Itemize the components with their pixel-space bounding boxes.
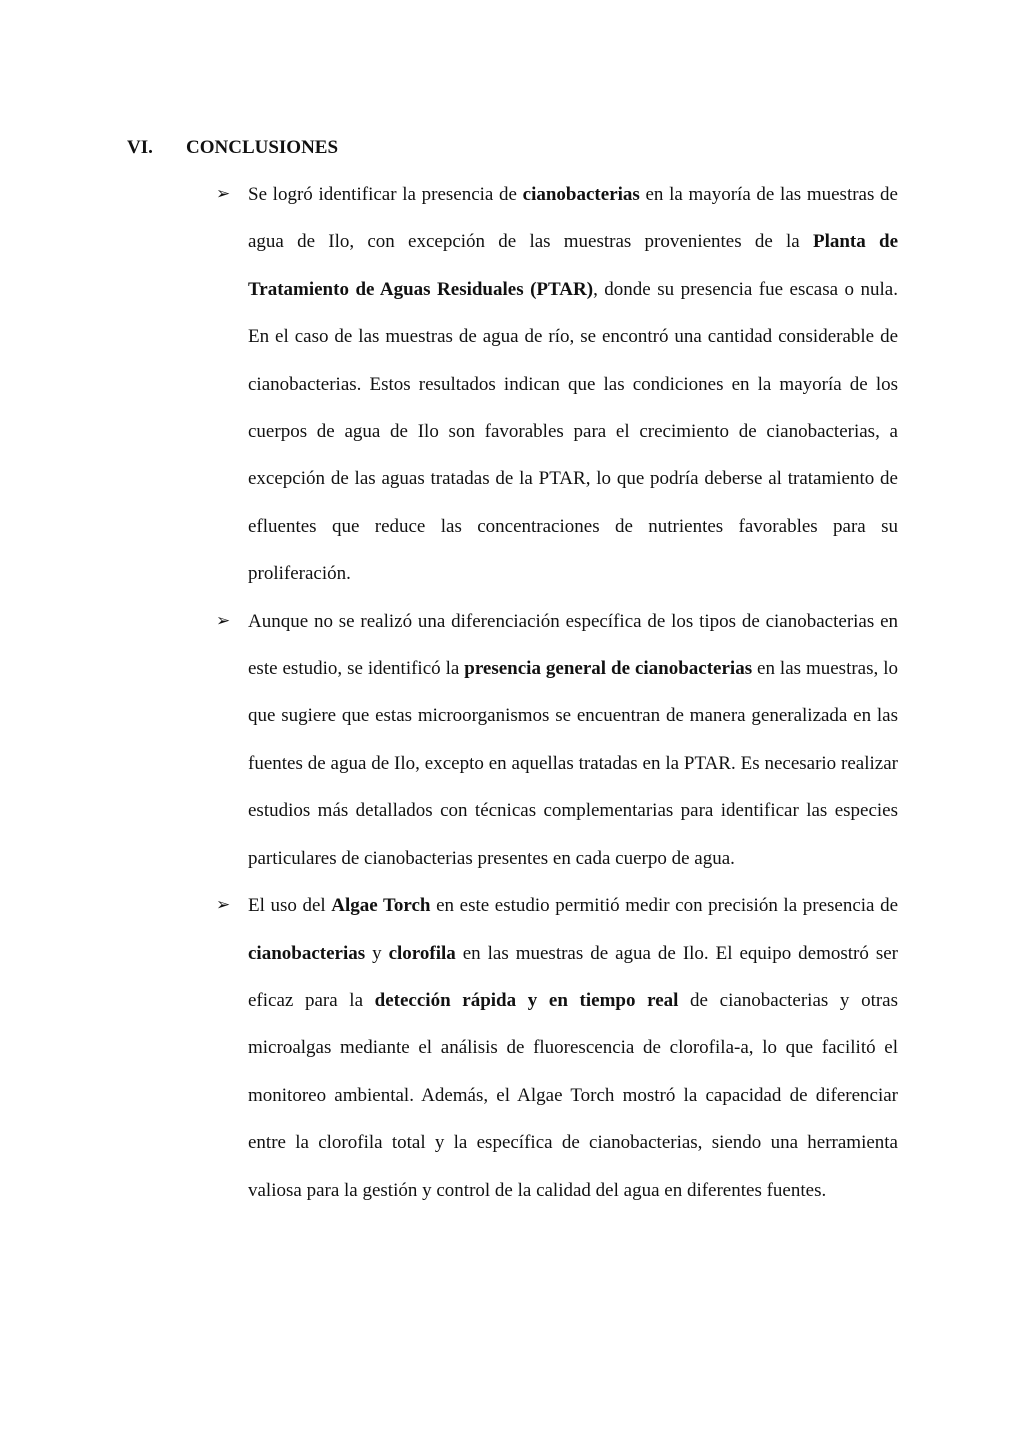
conclusion-text <box>248 171 898 598</box>
arrow-bullet-icon: ➢ <box>216 184 231 204</box>
bold-text-segment: clorofila <box>388 942 456 964</box>
text-segment: El uso del <box>248 895 332 917</box>
conclusion-text <box>248 598 898 882</box>
text-segment: en las muestras de agua de Ilo. El equipo demostró ser eficaz para la <box>248 942 899 1011</box>
text-segment: en las muestras, lo que sugiere que estas microorganismos se encuentran de manera generalizada en las fuentes de agua de Ilo, excepto en aquellas tratadas en la PTAR. Es necesario realizar estudios más detallados con técnicas complementarias para identificar las especies particulares de cianobacterias presentes en cada cuerpo de agua. <box>248 658 898 869</box>
bold-text-segment: Planta de Tratamiento de Aguas Residuales (PTAR) <box>248 231 898 300</box>
conclusions-list <box>216 171 899 1214</box>
section-number: VI. <box>127 137 153 158</box>
section-title: CONCLUSIONES <box>186 137 339 158</box>
conclusion-item <box>216 171 898 598</box>
conclusion-item <box>216 598 898 882</box>
bold-text-segment: cianobacterias <box>522 184 640 205</box>
bold-text-segment: detección rápida y en tiempo real <box>374 989 679 1011</box>
text-segment: Aunque no se realizó una diferenciación específica de los tipos de cianobacterias en este estudio, se identificó la <box>248 610 898 680</box>
text-segment: y <box>365 942 389 964</box>
text-segment: en la mayoría de las muestras de agua de Ilo, con excepción de las muestras provenientes de la <box>248 184 898 253</box>
section-heading <box>127 136 338 160</box>
text-segment: de cianobacterias y otras microalgas mediante el análisis de fluorescencia de clorofila-a, lo que facilitó el monitoreo ambiental. Además, el Algae Torch mostró la capacidad de diferenciar entre la clorofila total y la específica de cianobacterias, siendo una herramienta valiosa para la gestión y control de la calidad del agua en diferentes fuentes. <box>248 989 898 1201</box>
arrow-bullet-icon: ➢ <box>216 895 231 916</box>
text-segment: Se logró identificar la presencia de <box>248 184 523 205</box>
bold-text-segment: presencia general de cianobacterias <box>464 658 753 680</box>
bold-text-segment: Algae Torch <box>331 895 431 917</box>
text-segment: en este estudio permitió medir con precisión la presencia de <box>430 895 899 917</box>
arrow-bullet-icon: ➢ <box>216 610 231 631</box>
conclusion-item <box>216 882 899 1214</box>
text-segment: , donde su presencia fue escasa o nula. En el caso de las muestras de agua de río, se encontró una cantidad considerable de cianobacterias. Estos resultados indican que las condiciones en la mayoría de los cuerpos de agua de Ilo son favorables para el crecimiento de cianobacterias, a excepción de las aguas tratadas de la PTAR, lo que podría deberse al tratamiento de efluentes que reduce las concentraciones de nutrientes favorables para su proliferación. <box>248 278 898 585</box>
bold-text-segment: cianobacterias <box>248 942 366 964</box>
conclusion-text <box>248 882 898 1214</box>
